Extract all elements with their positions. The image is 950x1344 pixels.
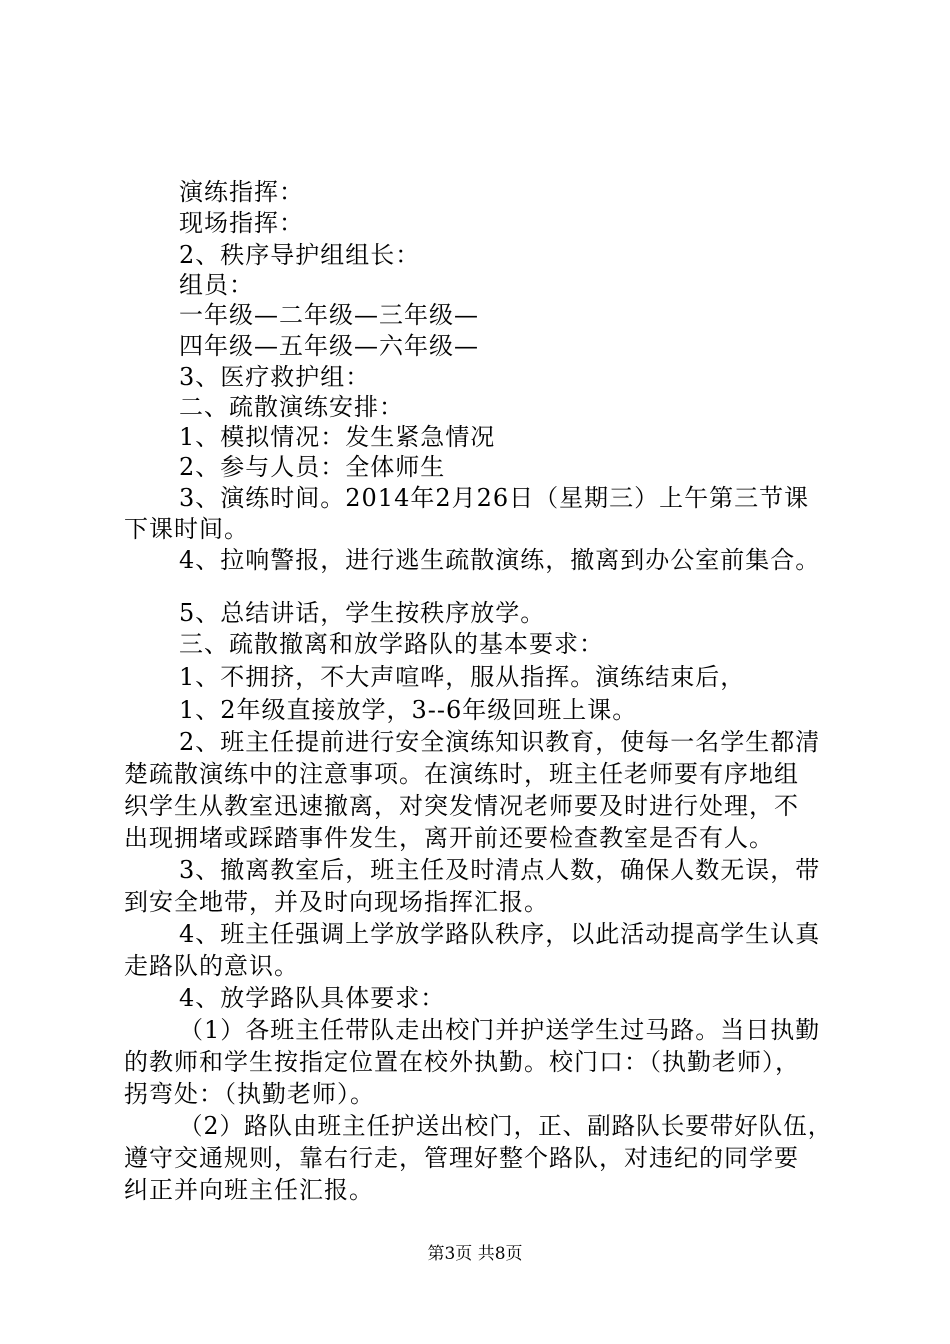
text-line-20: 织学生从教室迅速撤离，对突发情况老师要及时进行处理，不 [124, 792, 799, 820]
text-line-10: 2、参与人员：全体师生 [179, 453, 446, 481]
text-line-21: 出现拥堵或踩踏事件发生，离开前还要检查教室是否有人。 [124, 824, 774, 852]
text-line-4: 组员： [179, 271, 254, 299]
text-line-23: 到安全地带，并及时向现场指挥汇报。 [124, 888, 549, 916]
text-line-19: 楚疏散演练中的注意事项。在演练时，班主任老师要有序地组 [124, 760, 799, 788]
text-line-24: 4、班主任强调上学放学路队秩序，以此活动提高学生认真 [179, 920, 821, 948]
text-line-26: 4、放学路队具体要求： [179, 984, 446, 1012]
text-line-8: 二、疏散演练安排： [179, 393, 404, 421]
text-line-2: 现场指挥： [179, 209, 304, 237]
text-line-3: 2、秩序导护组组长： [179, 241, 421, 269]
text-line-14: 5、总结讲话，学生按秩序放学。 [179, 599, 546, 627]
text-line-31: 遵守交通规则，靠右行走，管理好整个路队，对违纪的同学要 [124, 1144, 799, 1172]
text-line-15: 三、疏散撤离和放学路队的基本要求： [179, 630, 604, 658]
text-line-25: 走路队的意识。 [124, 952, 299, 980]
text-line-16: 1、不拥挤，不大声喧哗，服从指挥。演练结束后， [179, 663, 746, 691]
text-line-18: 2、班主任提前进行安全演练知识教育，使每一名学生都清 [179, 728, 821, 756]
text-line-28: 的教师和学生按指定位置在校外执勤。校门口：（执勤老师）， [124, 1048, 800, 1076]
text-line-17: 1、2年级直接放学，3--6年级回班上课。 [179, 696, 638, 724]
text-line-22: 3、撤离教室后，班主任及时清点人数，确保人数无误，带 [179, 856, 821, 884]
text-line-27: （1）各班主任带队走出校门并护送学生过马路。当日执勤 [179, 1016, 821, 1044]
text-line-11: 3、演练时间。2014年2月26日（星期三）上午第三节课 [179, 484, 810, 512]
text-line-5: 一年级—二年级—三年级— [179, 301, 479, 329]
text-line-30: （2）路队由班主任护送出校门，正、副路队长要带好队伍， [179, 1112, 833, 1140]
text-line-12: 下课时间。 [124, 515, 249, 543]
text-line-9: 1、模拟情况：发生紧急情况 [179, 423, 496, 451]
page-footer: 第3页 共8页 [427, 1244, 523, 1264]
text-line-1: 演练指挥： [179, 178, 304, 206]
text-line-7: 3、医疗救护组： [179, 363, 371, 391]
text-line-6: 四年级—五年级—六年级— [179, 332, 479, 360]
text-line-32: 纠正并向班主任汇报。 [124, 1176, 374, 1204]
text-line-13: 4、拉响警报，进行逃生疏散演练，撤离到办公室前集合。 [179, 546, 821, 574]
text-line-29: 拐弯处：（执勤老师）。 [124, 1080, 375, 1108]
